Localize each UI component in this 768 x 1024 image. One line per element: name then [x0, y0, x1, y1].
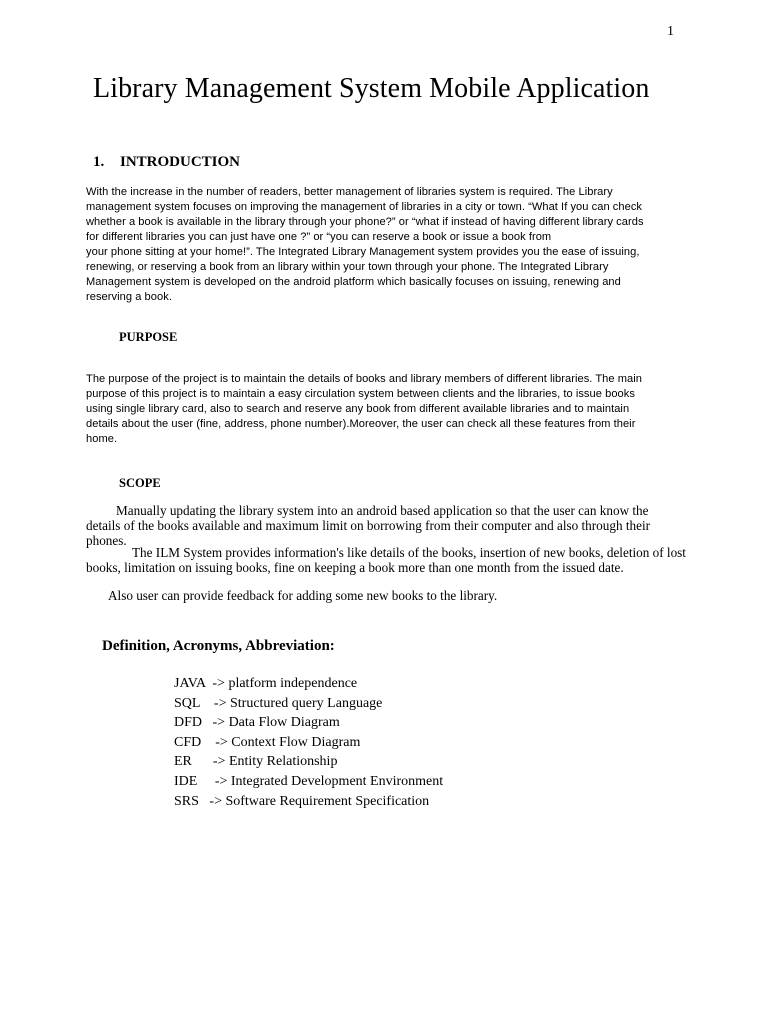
acronym-item: DFD -> Data Flow Diagram — [174, 715, 340, 731]
section-number: 1. — [93, 154, 105, 170]
text-line: The purpose of the project is to maintain the details of books and library members of different libraries. The main — [86, 373, 642, 385]
text-line: home. — [86, 433, 118, 445]
text-line: purpose of this project is to maintain a easy circulation system between clients and the libraries, to issue books — [86, 388, 635, 400]
acronym-item: JAVA -> platform independence — [174, 676, 358, 691]
text-line: your phone sitting at your home!”. The Integrated Library Management system provides you the ease of issuing, — [86, 246, 640, 258]
text-line: management system focuses on improving the management of libraries in a city or town. “What If you can check — [86, 201, 643, 213]
purpose-paragraph — [86, 372, 686, 447]
page-number: 1 — [667, 24, 674, 39]
text-line: The ILM System provides information's like details of the books, insertion of new books, deletion of lost — [132, 545, 686, 560]
document-title: Library Management System Mobile Application — [93, 73, 650, 104]
purpose-heading: PURPOSE — [119, 330, 178, 344]
acronym-item: SRS -> Software Requirement Specification — [174, 793, 430, 809]
text-line: whether a book is available in the library through your phone?” or “what if instead of having different library cards — [86, 216, 644, 228]
text-line: renewing, or reserving a book from an library within your town through your phone. The Integrated Library — [86, 261, 609, 273]
acronym-item: CFD -> Context Flow Diagram — [174, 734, 361, 750]
text-line: for different libraries you can just have one ?” or “you can reserve a book or issue a book from — [86, 231, 552, 243]
text-line: Management system is developed on the android platform which basically focuses on issuing, renewing and — [86, 276, 621, 288]
text-line: reserving a book. — [86, 291, 172, 303]
text-line: details of the books available and maximum limit on borrowing from their computer and also through their phones. — [86, 518, 651, 548]
introduction-heading — [93, 154, 240, 171]
text-line: Manually updating the library system into an android based application so that the user can know the — [116, 503, 649, 518]
scope-heading: SCOPE — [119, 476, 161, 490]
text-line: books, limitation on issuing books, fine on keeping a book more than one month from the issued date. — [86, 560, 624, 575]
acronym-item: ER -> Entity Relationship — [174, 754, 338, 770]
introduction-paragraph — [86, 185, 686, 305]
introduction-heading-text: INTRODUCTION — [120, 154, 241, 170]
scope-paragraph-2 — [86, 545, 686, 575]
text-line: using single library card, also to search and reserve any book from different available libraries and to maintain — [86, 403, 630, 415]
acronym-item: SQL -> Structured query Language — [174, 695, 383, 711]
definitions-heading: Definition, Acronyms, Abbreviation: — [102, 638, 335, 654]
acronym-item: IDE -> Integrated Development Environment — [174, 773, 444, 789]
text-line: With the increase in the number of readers, better management of libraries system is required. The Library — [86, 186, 613, 198]
acronym-list — [174, 674, 443, 811]
scope-paragraph-3: Also user can provide feedback for adding some new books to the library. — [108, 588, 498, 603]
scope-paragraph-1 — [86, 503, 686, 548]
text-line: details about the user (fine, address, phone number).Moreover, the user can check all these features from their — [86, 418, 636, 430]
